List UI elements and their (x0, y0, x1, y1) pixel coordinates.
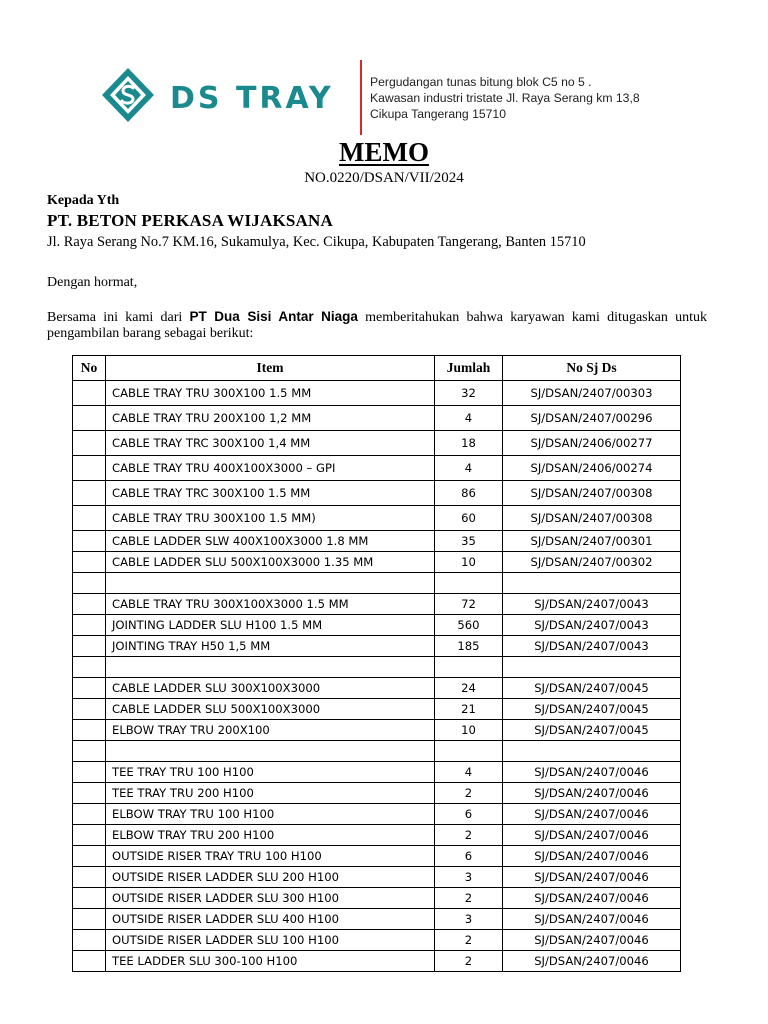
cell-item: TEE TRAY TRU 100 H100 (106, 762, 435, 783)
intro-before: Bersama ini kami dari (47, 310, 190, 325)
cell-no (73, 481, 106, 506)
cell-no-sj: SJ/DSAN/2407/0043 (503, 636, 681, 657)
cell-no-sj: SJ/DSAN/2407/0043 (503, 615, 681, 636)
cell-no-sj: SJ/DSAN/2407/00302 (503, 552, 681, 573)
cell-no (73, 381, 106, 406)
cell-no-sj: SJ/DSAN/2407/0045 (503, 678, 681, 699)
cell-no-sj (503, 573, 681, 594)
items-table (72, 355, 681, 972)
table-row (73, 531, 681, 552)
address-line: Kawasan industri tristate Jl. Raya Serang km 13,8 (370, 91, 640, 105)
cell-no (73, 657, 106, 678)
table-row (73, 506, 681, 531)
cell-no-sj: SJ/DSAN/2407/0046 (503, 930, 681, 951)
table-row (73, 825, 681, 846)
cell-jumlah: 4 (435, 456, 503, 481)
cell-no (73, 930, 106, 951)
cell-jumlah: 560 (435, 615, 503, 636)
header-item: Item (106, 356, 435, 381)
table-row (73, 762, 681, 783)
memo-title: MEMO (339, 137, 429, 167)
letter-body (47, 309, 707, 342)
cell-no (73, 506, 106, 531)
cell-no-sj: SJ/DSAN/2407/00308 (503, 481, 681, 506)
cell-jumlah: 21 (435, 699, 503, 720)
cell-jumlah: 185 (435, 636, 503, 657)
cell-no (73, 720, 106, 741)
cell-jumlah: 3 (435, 867, 503, 888)
table-row (73, 741, 681, 762)
cell-no (73, 825, 106, 846)
cell-no-sj: SJ/DSAN/2407/0046 (503, 783, 681, 804)
cell-item: JOINTING TRAY H50 1,5 MM (106, 636, 435, 657)
cell-jumlah: 4 (435, 762, 503, 783)
cell-item: OUTSIDE RISER LADDER SLU 200 H100 (106, 867, 435, 888)
cell-jumlah: 86 (435, 481, 503, 506)
cell-jumlah: 10 (435, 552, 503, 573)
table-row (73, 846, 681, 867)
cell-jumlah: 72 (435, 594, 503, 615)
intro-after: memberitahukan bahwa karyawan kami ditugaskan untuk pengambilan barang sebagai berikut: (47, 310, 707, 341)
cell-no-sj: SJ/DSAN/2407/0046 (503, 951, 681, 972)
cell-item: CABLE LADDER SLU 300X100X3000 (106, 678, 435, 699)
cell-item: OUTSIDE RISER LADDER SLU 400 H100 (106, 909, 435, 930)
cell-no (73, 951, 106, 972)
cell-item: CABLE LADDER SLU 500X100X3000 (106, 699, 435, 720)
cell-item: ELBOW TRAY TRU 200 H100 (106, 825, 435, 846)
cell-no (73, 867, 106, 888)
cell-no-sj: SJ/DSAN/2407/0043 (503, 594, 681, 615)
table-row (73, 909, 681, 930)
cell-jumlah (435, 573, 503, 594)
cell-item: OUTSIDE RISER LADDER SLU 300 H100 (106, 888, 435, 909)
table-row (73, 381, 681, 406)
cell-jumlah: 2 (435, 951, 503, 972)
table-row (73, 594, 681, 615)
cell-no-sj: SJ/DSAN/2407/0045 (503, 720, 681, 741)
table-row (73, 678, 681, 699)
table-row (73, 699, 681, 720)
cell-item: JOINTING LADDER SLU H100 1.5 MM (106, 615, 435, 636)
table-row (73, 636, 681, 657)
greeting: Dengan hormat, (47, 275, 138, 290)
cell-jumlah: 6 (435, 846, 503, 867)
cell-jumlah: 60 (435, 506, 503, 531)
table-row (73, 552, 681, 573)
cell-no (73, 699, 106, 720)
table-header-row (73, 356, 681, 381)
cell-jumlah: 2 (435, 930, 503, 951)
header-no-sj: No Sj Ds (503, 356, 681, 381)
cell-item: CABLE TRAY TRU 400X100X3000 – GPI (106, 456, 435, 481)
cell-no-sj: SJ/DSAN/2407/0046 (503, 888, 681, 909)
table-row (73, 615, 681, 636)
cell-no (73, 406, 106, 431)
cell-no (73, 741, 106, 762)
cell-jumlah: 32 (435, 381, 503, 406)
cell-jumlah (435, 741, 503, 762)
table-row (73, 657, 681, 678)
cell-no (73, 456, 106, 481)
cell-item: TEE LADDER SLU 300-100 H100 (106, 951, 435, 972)
table-row (73, 930, 681, 951)
ds-tray-logo (100, 66, 335, 124)
cell-item: OUTSIDE RISER TRAY TRU 100 H100 (106, 846, 435, 867)
sender-company: PT Dua Sisi Antar Niaga (189, 309, 358, 324)
cell-no (73, 846, 106, 867)
cell-no (73, 888, 106, 909)
cell-jumlah: 2 (435, 783, 503, 804)
cell-no-sj: SJ/DSAN/2407/0046 (503, 846, 681, 867)
cell-item: ELBOW TRAY TRU 100 H100 (106, 804, 435, 825)
cell-no (73, 431, 106, 456)
cell-no (73, 531, 106, 552)
header-no: No (73, 356, 106, 381)
cell-jumlah (435, 657, 503, 678)
cell-no-sj: SJ/DSAN/2407/00308 (503, 506, 681, 531)
cell-item: CABLE TRAY TRC 300X100 1.5 MM (106, 481, 435, 506)
logo-wordmark: DS TRAY (170, 81, 334, 116)
recipient-label: Kepada Yth (47, 193, 120, 208)
cell-item (106, 573, 435, 594)
cell-jumlah: 18 (435, 431, 503, 456)
cell-item: CABLE TRAY TRU 200X100 1,2 MM (106, 406, 435, 431)
cell-no-sj: SJ/DSAN/2407/0046 (503, 825, 681, 846)
cell-no-sj (503, 657, 681, 678)
cell-no (73, 762, 106, 783)
table-row (73, 481, 681, 506)
cell-item: CABLE TRAY TRC 300X100 1,4 MM (106, 431, 435, 456)
cell-item: ELBOW TRAY TRU 200X100 (106, 720, 435, 741)
cell-no (73, 636, 106, 657)
header-jumlah: Jumlah (435, 356, 503, 381)
cell-item: CABLE TRAY TRU 300X100 1.5 MM (106, 381, 435, 406)
cell-no (73, 615, 106, 636)
cell-no (73, 552, 106, 573)
cell-item: CABLE TRAY TRU 300X100 1.5 MM) (106, 506, 435, 531)
cell-jumlah: 6 (435, 804, 503, 825)
table-row (73, 783, 681, 804)
cell-no (73, 573, 106, 594)
table-row (73, 888, 681, 909)
recipient-address: Jl. Raya Serang No.7 KM.16, Sukamulya, Kec. Cikupa, Kabupaten Tangerang, Banten 15710 (47, 234, 586, 250)
table-row (73, 456, 681, 481)
cell-no (73, 804, 106, 825)
cell-item: TEE TRAY TRU 200 H100 (106, 783, 435, 804)
cell-no-sj: SJ/DSAN/2407/00301 (503, 531, 681, 552)
cell-no (73, 594, 106, 615)
cell-no (73, 783, 106, 804)
cell-no-sj: SJ/DSAN/2407/0045 (503, 699, 681, 720)
cell-item: OUTSIDE RISER LADDER SLU 100 H100 (106, 930, 435, 951)
cell-no-sj (503, 741, 681, 762)
cell-jumlah: 35 (435, 531, 503, 552)
table-row (73, 406, 681, 431)
cell-jumlah: 2 (435, 888, 503, 909)
cell-no-sj: SJ/DSAN/2407/0046 (503, 867, 681, 888)
table-row (73, 720, 681, 741)
logo-mark-icon (102, 68, 154, 122)
address-line: Cikupa Tangerang 15710 (370, 107, 506, 121)
table-row (73, 431, 681, 456)
cell-item (106, 657, 435, 678)
cell-no (73, 678, 106, 699)
cell-jumlah: 24 (435, 678, 503, 699)
cell-no-sj: SJ/DSAN/2407/0046 (503, 804, 681, 825)
cell-jumlah: 2 (435, 825, 503, 846)
cell-item: CABLE LADDER SLU 500X100X3000 1.35 MM (106, 552, 435, 573)
cell-no-sj: SJ/DSAN/2407/00303 (503, 381, 681, 406)
table-row (73, 867, 681, 888)
cell-no-sj: SJ/DSAN/2406/00274 (503, 456, 681, 481)
header-divider (360, 60, 362, 135)
table-row (73, 951, 681, 972)
address-line: Pergudangan tunas bitung blok C5 no 5 . (370, 75, 592, 89)
cell-no-sj: SJ/DSAN/2406/00277 (503, 431, 681, 456)
cell-no (73, 909, 106, 930)
memo-number: NO.0220/DSAN/VII/2024 (304, 170, 464, 186)
recipient-company: PT. BETON PERKASA WIJAKSANA (47, 211, 333, 230)
table-row (73, 804, 681, 825)
cell-no-sj: SJ/DSAN/2407/0046 (503, 909, 681, 930)
cell-item: CABLE TRAY TRU 300X100X3000 1.5 MM (106, 594, 435, 615)
cell-jumlah: 10 (435, 720, 503, 741)
cell-no-sj: SJ/DSAN/2407/0046 (503, 762, 681, 783)
cell-jumlah: 4 (435, 406, 503, 431)
table-row (73, 573, 681, 594)
cell-item: CABLE LADDER SLW 400X100X3000 1.8 MM (106, 531, 435, 552)
cell-item (106, 741, 435, 762)
cell-jumlah: 3 (435, 909, 503, 930)
company-address (370, 74, 640, 122)
cell-no-sj: SJ/DSAN/2407/00296 (503, 406, 681, 431)
